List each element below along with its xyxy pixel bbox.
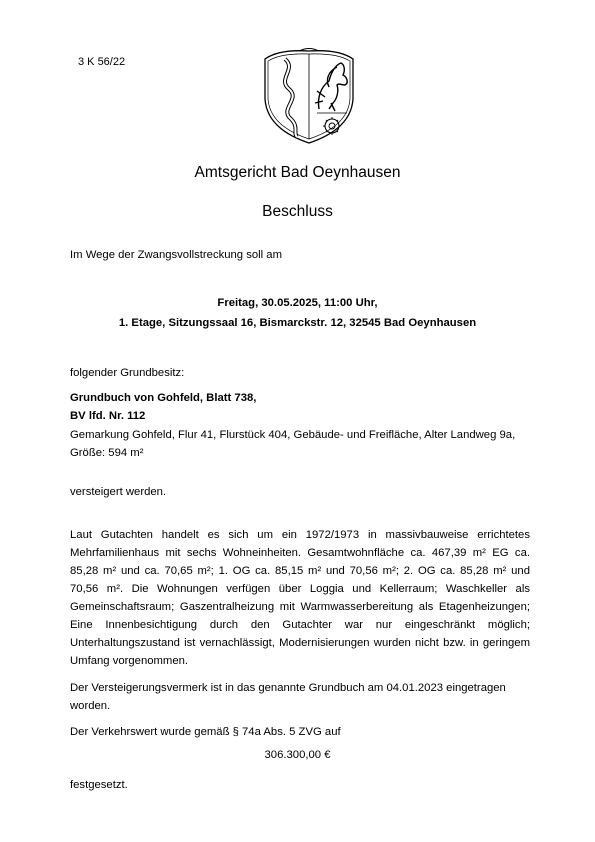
court-name: Amtsgericht Bad Oeynhausen [194,164,401,181]
auction-date: Freitag, 30.05.2025, 11:00 Uhr, [217,297,378,309]
property-intro: folgender Grundbesitz: [70,367,185,379]
parcel-description: Gemarkung Gohfeld, Flur 41, Flurstück 404, Gebäude- und Freifläche, Alter Landweg 9a, Größe: 594 m² [70,429,516,459]
fixed-statement: festgesetzt. [70,779,128,791]
appraisal-description: Laut Gutachten handelt es sich um ein 1972/1973 in massivbauweise errichtetes Mehrfamilienhaus mit sechs Wohneinheiten. Gesamtwohnfläche ca. 467,39 m² EG ca. 85,28 m² und ca. 70,65 m²; 1. OG ca. 85,15 m² und 70,56 m²; 2. OG ca. 85,28 m² und 70,56 m². Die Wohnungen verfügen über Loggia und Kellerraum; Waschkeller als Gemeinschaftsraum; Gaszentralheizung mit Warmwasserbereitung als Etagenheizungen; Eine Innenbesichtigung durch den Gutachter war nur eingeschränkt möglich; Unterhaltungszustand ist vernachlässigt, Modernisierungen wurden nicht bzw. in geringem Umfang vorgenommen. [70,529,530,667]
case-number: 3 K 56/22 [78,56,126,68]
market-value: 306.300,00 € [264,749,331,761]
intro-text: Im Wege der Zwangsvollstreckung soll am [70,249,283,261]
land-register-line: Grundbuch von Gohfeld, Blatt 738, [70,392,257,404]
registration-note: Der Versteigerungsvermerk ist in das genannte Grundbuch am 04.01.2023 eingetragen worden. [70,682,506,712]
auction-location: 1. Etage, Sitzungssaal 16, Bismarckstr. 12, 32545 Bad Oeynhausen [118,317,477,329]
inventory-number: BV lfd. Nr. 112 [70,410,146,422]
auction-statement: versteigert werden. [70,486,167,498]
market-value-intro: Der Verkehrswert wurde gemäß § 74a Abs. 5 ZVG auf [70,726,341,738]
document-title: Beschluss [262,203,333,220]
nrw-coat-of-arms-icon [259,47,359,147]
